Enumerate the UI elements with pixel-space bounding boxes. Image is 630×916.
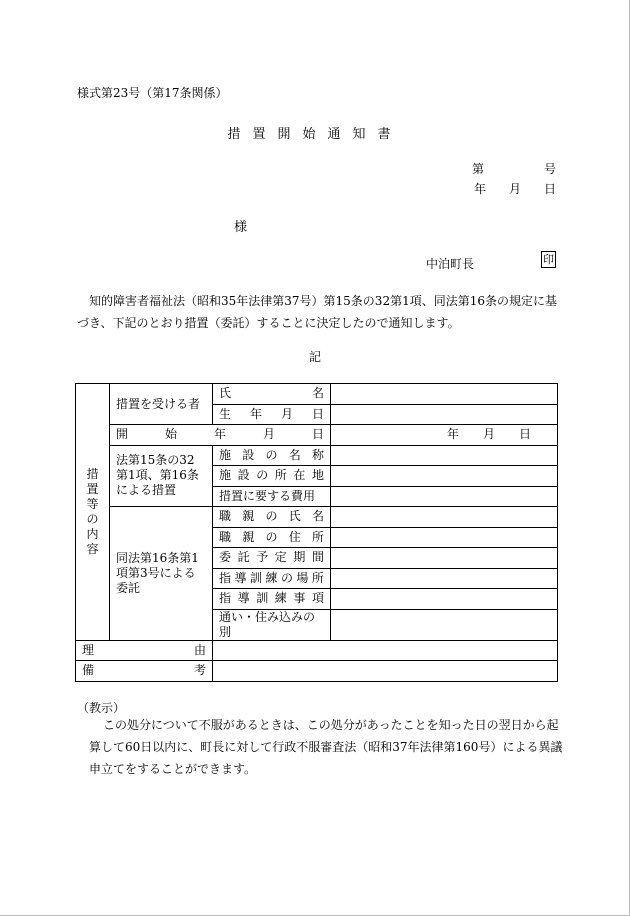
cost-value[interactable] xyxy=(331,486,558,507)
label-char: の xyxy=(280,570,293,585)
label-char: 項 xyxy=(311,591,324,606)
reason-label xyxy=(76,640,213,661)
label-char: 場 xyxy=(296,570,309,585)
document-date-line xyxy=(474,180,556,197)
label-char: 練 xyxy=(265,570,278,585)
document-title: 措置開始通知書 xyxy=(227,127,403,142)
label-char: 年 xyxy=(249,406,262,421)
label-char: 所 xyxy=(311,529,324,544)
label-char: 年 xyxy=(447,427,460,442)
label-char: 備 xyxy=(82,663,95,678)
entrust-period-label xyxy=(213,548,331,569)
facility-name-label xyxy=(213,445,331,466)
label-char: 月 xyxy=(482,427,495,442)
label-char: 指 xyxy=(219,591,232,606)
facility-name-value[interactable] xyxy=(331,445,558,466)
instruction-text: この処分について不服があるときは、この処分があったことを知った日の翌日から起算して60日以内に、町長に対して行政不服審査法（昭和37年法律第160号）による異議申立てをすることができます。 xyxy=(89,718,563,776)
label-char: 名 xyxy=(311,386,324,401)
label-char: の xyxy=(265,509,278,524)
label-char: 月 xyxy=(262,427,275,442)
label-char: 日 xyxy=(311,406,324,421)
label-char: 設 xyxy=(242,447,255,462)
birthdate-label xyxy=(213,404,331,425)
reason-value[interactable] xyxy=(213,640,558,661)
label-char: 導 xyxy=(234,570,247,585)
label-char: 生 xyxy=(219,406,232,421)
label-char: 名 xyxy=(288,447,301,462)
side-label-cell xyxy=(76,384,110,641)
label-char: 訓 xyxy=(249,570,262,585)
recipient-group-label: 措置を受ける者 xyxy=(110,384,213,425)
label-char: 訓 xyxy=(256,591,269,606)
label-char: 練 xyxy=(274,591,287,606)
label-char: 事 xyxy=(293,591,306,606)
ki-heading: 記 xyxy=(308,350,321,364)
recipient-honorific: 様 xyxy=(234,220,248,235)
label-char: 在 xyxy=(293,468,306,483)
number-prefix: 第 xyxy=(472,162,485,176)
training-place-value[interactable] xyxy=(331,568,558,589)
form-number: 様式第23号（第17条関係） xyxy=(77,86,228,100)
facility-address-label xyxy=(213,466,331,487)
foster-address-label xyxy=(213,527,331,548)
document-number-line xyxy=(472,160,556,177)
label-char: 所 xyxy=(311,570,324,585)
label-char: 定 xyxy=(274,550,287,565)
entrust-period-value[interactable] xyxy=(331,548,558,569)
label-char: 日 xyxy=(311,427,324,442)
name-value[interactable] xyxy=(331,384,558,405)
foster-address-value[interactable] xyxy=(331,527,558,548)
label-char: 導 xyxy=(237,591,250,606)
notice-body: 知的障害者福祉法（昭和35年法律第37号）第15条の32第1項、同法第16条の規定に基づき、下記のとおり措置（委託）することに決定したので通知します。 xyxy=(77,294,557,330)
number-suffix: 号 xyxy=(543,162,556,176)
training-place-label xyxy=(213,568,331,589)
commute-value[interactable] xyxy=(331,609,558,640)
label-char: 指 xyxy=(219,570,232,585)
label-char: の xyxy=(265,447,278,462)
label-char: 地 xyxy=(311,468,324,483)
label-char: 開 xyxy=(116,427,129,442)
start-date-label xyxy=(110,425,331,446)
label-char: 施 xyxy=(219,447,232,462)
label-char: の xyxy=(256,468,269,483)
label-char: 由 xyxy=(193,642,206,657)
label-char: 職 xyxy=(219,529,232,544)
measure-table xyxy=(75,383,558,682)
facility-address-value[interactable] xyxy=(331,466,558,487)
label-char: 住 xyxy=(288,529,301,544)
start-date-value[interactable] xyxy=(331,425,558,446)
label-char: 始 xyxy=(164,427,177,442)
label-char: 考 xyxy=(193,663,206,678)
label-char: 理 xyxy=(82,642,95,657)
commute-label: 通い・住み込みの別 xyxy=(213,609,331,640)
label-char: 月 xyxy=(280,406,293,421)
side-label: 措 置 等 の 内 容 xyxy=(86,466,99,556)
label-char: 名 xyxy=(311,509,324,524)
date-month: 月 xyxy=(508,182,521,196)
label-char: 託 xyxy=(237,550,250,565)
date-year: 年 xyxy=(474,182,487,196)
birthdate-value[interactable] xyxy=(331,404,558,425)
foster-name-label xyxy=(213,507,331,528)
label-char: 年 xyxy=(213,427,226,442)
label-char: 委 xyxy=(219,550,232,565)
label-char: 設 xyxy=(237,468,250,483)
article16-group-label: 同法第16条第1項第3号による委託 xyxy=(110,507,213,641)
training-items-label xyxy=(213,589,331,610)
date-day: 日 xyxy=(543,182,556,196)
remarks-label xyxy=(76,661,213,682)
label-char: 氏 xyxy=(288,509,301,524)
name-label xyxy=(213,384,331,405)
foster-name-value[interactable] xyxy=(331,507,558,528)
label-char: 称 xyxy=(311,447,324,462)
training-items-value[interactable] xyxy=(331,589,558,610)
label-char: 施 xyxy=(219,468,232,483)
label-char: 職 xyxy=(219,509,232,524)
label-char: 氏 xyxy=(219,386,232,401)
label-char: 親 xyxy=(242,509,255,524)
article15-group-label: 法第15条の32第1項、第16条による措置 xyxy=(110,445,213,507)
instruction-heading: （教示） xyxy=(77,701,126,715)
remarks-value[interactable] xyxy=(213,661,558,682)
label-char: の xyxy=(265,529,278,544)
issuer-name: 中泊町長 xyxy=(426,257,475,271)
label-char: 所 xyxy=(274,468,287,483)
label-char: 予 xyxy=(256,550,269,565)
seal-mark: 印 xyxy=(543,253,554,266)
label-char: 期 xyxy=(293,550,306,565)
label-char: 間 xyxy=(311,550,324,565)
cost-label: 措置に要する費用 xyxy=(213,486,331,507)
label-char: 日 xyxy=(518,427,531,442)
label-char: 親 xyxy=(242,529,255,544)
